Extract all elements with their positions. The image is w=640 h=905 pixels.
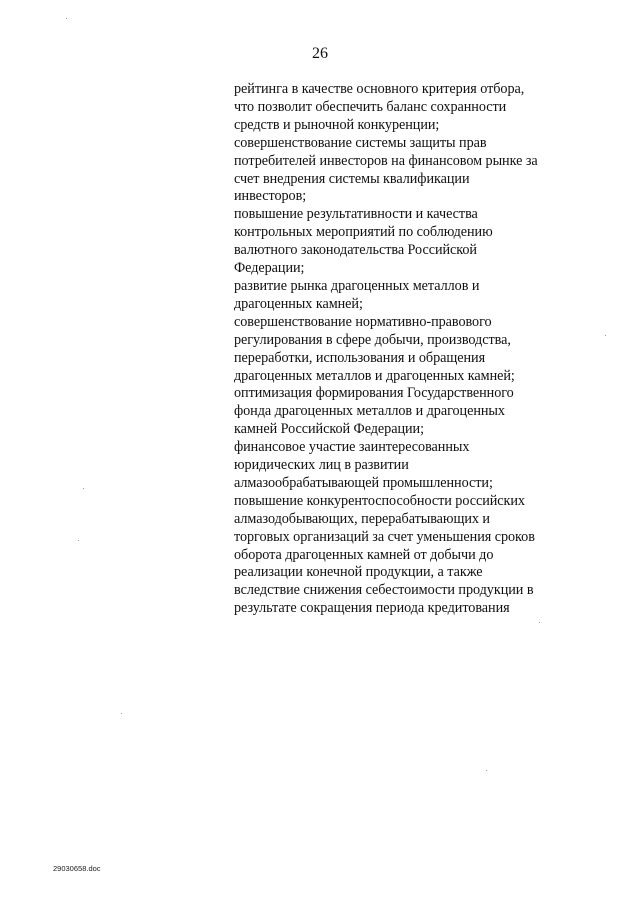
scan-speck [486, 770, 487, 771]
text-line: что позволит обеспечить баланс сохранности [234, 98, 507, 115]
text-line: драгоценных металлов и драгоценных камней; [234, 367, 515, 384]
text-line: счет внедрения системы квалификации [234, 170, 470, 187]
text-line: контрольных мероприятий по соблюдению [234, 224, 493, 241]
text-line: алмазообрабатывающей промышленности; [234, 474, 493, 491]
text-line: торговых организаций за счет уменьшения сроков [234, 528, 535, 545]
body-text [234, 81, 574, 618]
page-number: 26 [312, 45, 328, 62]
text-line: оборота драгоценных камней от добычи до [234, 546, 494, 563]
text-line: рейтинга в качестве основного критерия отбора, [234, 81, 525, 97]
file-name-footer: 29030658.doc [53, 864, 101, 873]
scan-speck [539, 622, 540, 623]
text-line: алмазодобывающих, перерабатывающих и [234, 510, 490, 527]
scan-speck [605, 335, 606, 336]
text-line: совершенствование системы защиты прав [234, 134, 487, 151]
text-line: фонда драгоценных металлов и драгоценных [234, 403, 505, 420]
text-line: потребителей инвесторов на финансовом рынке за [234, 152, 538, 169]
text-line: камней Российской Федерации; [234, 421, 424, 438]
scan-speck [66, 18, 67, 19]
text-line: вследствие снижения себестоимости продукции в [234, 582, 534, 599]
text-line: валютного законодательства Российской [234, 242, 477, 259]
text-line: развитие рынка драгоценных металлов и [234, 277, 480, 294]
text-line: повышение результативности и качества [234, 206, 478, 223]
text-line: переработки, использования и обращения [234, 349, 486, 366]
text-line: средств и рыночной конкуренции; [234, 116, 440, 133]
text-line: результате сокращения периода кредитования [234, 600, 510, 617]
text-line: регулирования в сфере добычи, производства, [234, 331, 511, 348]
text-line: финансовое участие заинтересованных [234, 439, 470, 456]
text-line: юридических лиц в развитии [234, 457, 409, 474]
text-line: драгоценных камней; [234, 295, 363, 312]
scan-speck [121, 713, 122, 714]
scan-speck [78, 540, 79, 541]
text-line: Федерации; [234, 260, 305, 277]
text-line: повышение конкурентоспособности российских [234, 492, 525, 509]
text-line: реализации конечной продукции, а также [234, 564, 483, 581]
text-line: оптимизация формирования Государственного [234, 385, 514, 402]
text-line: инвесторов; [234, 188, 307, 205]
scan-speck [83, 488, 84, 489]
text-line: совершенствование нормативно-правового [234, 313, 492, 330]
